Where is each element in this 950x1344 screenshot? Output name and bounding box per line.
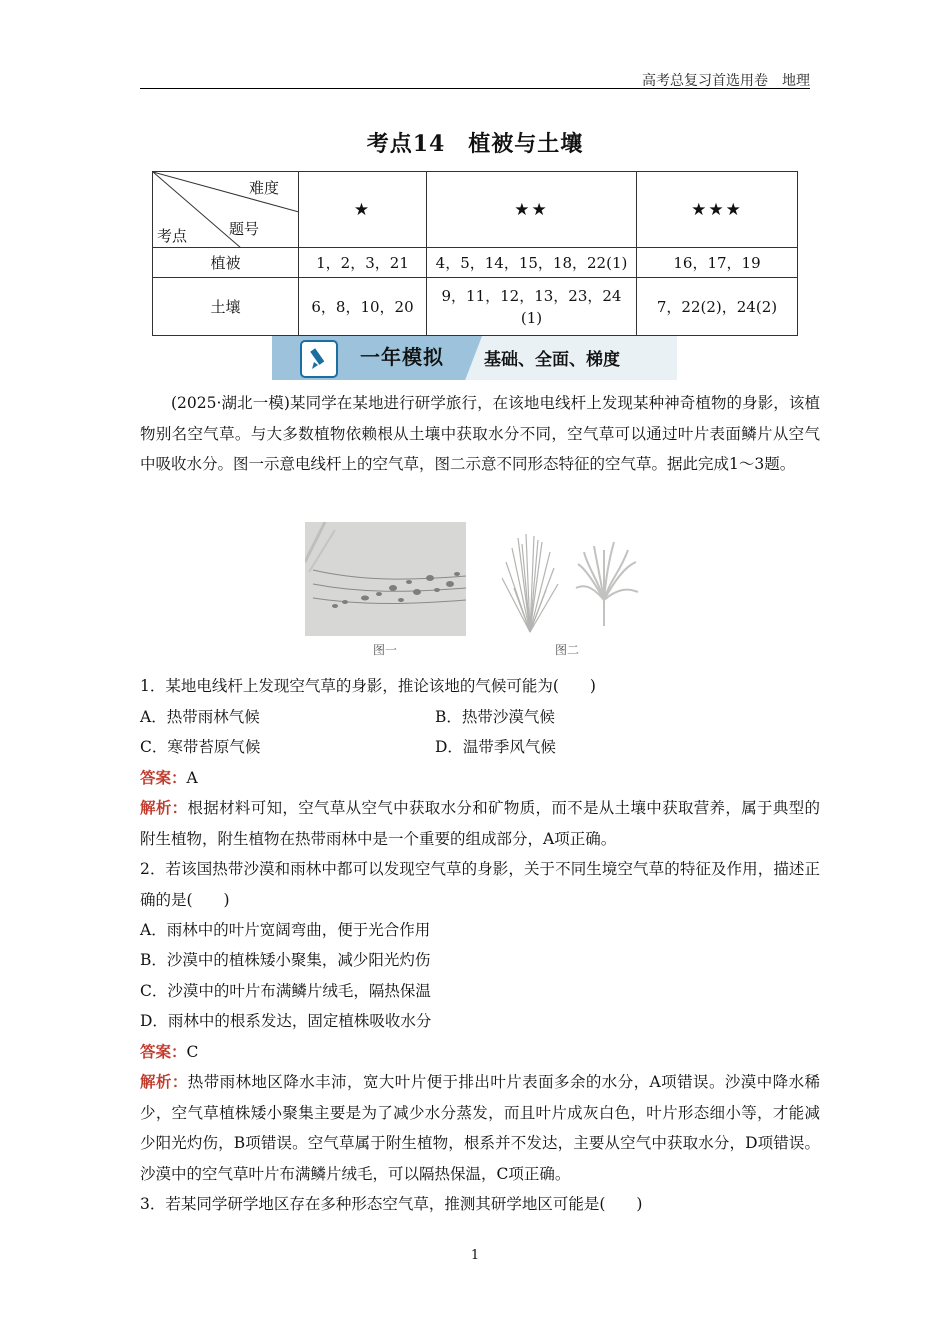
question-3-stem: 3．若某同学研学地区存在多种形态空气草，推测其研学地区可能是( ) [140, 1195, 643, 1213]
analysis-label: 解析： [140, 798, 188, 817]
q2-option-a: A．雨林中的叶片宽阔弯曲，便于光合作用 [140, 921, 431, 939]
header-question-no: 题号 [229, 220, 260, 238]
section-banner [272, 336, 677, 380]
figure-2-caption: 图二 [555, 643, 580, 657]
q1-analysis [140, 793, 820, 854]
header-difficulty: 难度 [249, 179, 280, 197]
analysis-text: 热带雨林地区降水丰沛，宽大叶片便于排出叶片表面多余的水分，A项错误。沙漠中降水稀少，空气草植株矮小聚集主要是为了减少水分蒸发，而且叶片成灰白色，叶片形态细小等，才能减少阳光灼伤，B项错误。空气草属于附生植物，根系并不发达，主要从空气中获取水分，D项错误。沙漠中的空气草叶片布满鳞片绒毛，可以隔热保温，C项正确。 [140, 1073, 820, 1183]
table-row [153, 248, 798, 278]
question-1-stem: 1．某地电线杆上发现空气草的身影，推论该地的气候可能为( ) [140, 677, 596, 695]
table-cell: 7，22(2)，24(2) [637, 278, 798, 336]
header-rule [140, 88, 810, 89]
difficulty-level-2: ★★ [427, 172, 637, 248]
table-cell: 4，5，14，15，18，22(1) [427, 248, 637, 278]
table-row [153, 278, 798, 336]
page-number: 1 [470, 1248, 480, 1263]
analysis-text: 根据材料可知，空气草从空气中获取水分和矿物质，而不是从土壤中获取营养，属于典型的附生植物，附生植物在热带雨林中是一个重要的组成部分，A项正确。 [140, 799, 820, 848]
table-cell: 1，2，3，21 [299, 248, 427, 278]
table-cell: 16，17，19 [637, 248, 798, 278]
page-title: 考点14 植被与土壤 [366, 131, 584, 157]
q2-option-d: D．雨林中的根系发达，固定植株吸收水分 [140, 1012, 432, 1030]
table-diagonal-header [153, 172, 299, 248]
table-cell: 6，8，10，20 [299, 278, 427, 336]
q2-answer [140, 1037, 198, 1068]
answer-value: A [186, 769, 198, 787]
answer-value: C [186, 1043, 199, 1061]
row-topic: 植被 [153, 248, 299, 278]
banner-title: 一年模拟 [360, 345, 444, 369]
running-header: 高考总复习首选用卷 地理 [642, 73, 810, 89]
difficulty-level-1: ★ [299, 172, 427, 248]
table-cell: 9，11，12，13，23，24(1) [427, 278, 637, 336]
figure-2-image [492, 528, 642, 636]
q1-option-d: D．温带季风气候 [435, 738, 556, 756]
answer-label: 答案： [140, 768, 187, 787]
header-topic: 考点 [157, 227, 188, 245]
figure-1-caption: 图一 [373, 643, 398, 657]
answer-label: 答案： [140, 1042, 187, 1061]
q1-option-c: C．寒带苔原气候 [140, 738, 261, 756]
difficulty-table [152, 171, 798, 336]
intro-paragraph: (2025·湖北一模)某同学在某地进行研学旅行，在该地电线杆上发现某种神奇植物的身影，该植物别名空气草。与大多数植物依赖根从土壤中获取水分不同，空气草可以通过叶片表面鳞片从空气中吸收水分。图一示意电线杆上的空气草，图二示意不同形态特征的空气草。据此完成1～3题。 [140, 394, 820, 473]
q2-option-c: C．沙漠中的叶片布满鳞片绒毛，隔热保温 [140, 982, 431, 1000]
q1-option-b: B．热带沙漠气候 [435, 708, 555, 726]
q1-option-a: A．热带雨林气候 [140, 708, 260, 726]
banner-subtitle: 基础、全面、梯度 [484, 350, 620, 370]
figure-1-image [305, 522, 466, 636]
q2-option-b: B．沙漠中的植株矮小聚集，减少阳光灼伤 [140, 951, 431, 969]
pencil-icon [300, 340, 338, 378]
analysis-label: 解析： [140, 1072, 188, 1091]
q1-answer [140, 763, 198, 794]
row-topic: 土壤 [153, 278, 299, 336]
difficulty-level-3: ★★★ [637, 172, 798, 248]
q2-analysis [140, 1067, 820, 1189]
question-2-stem: 2．若该国热带沙漠和雨林中都可以发现空气草的身影，关于不同生境空气草的特征及作用，描述正确的是( ) [140, 860, 820, 909]
